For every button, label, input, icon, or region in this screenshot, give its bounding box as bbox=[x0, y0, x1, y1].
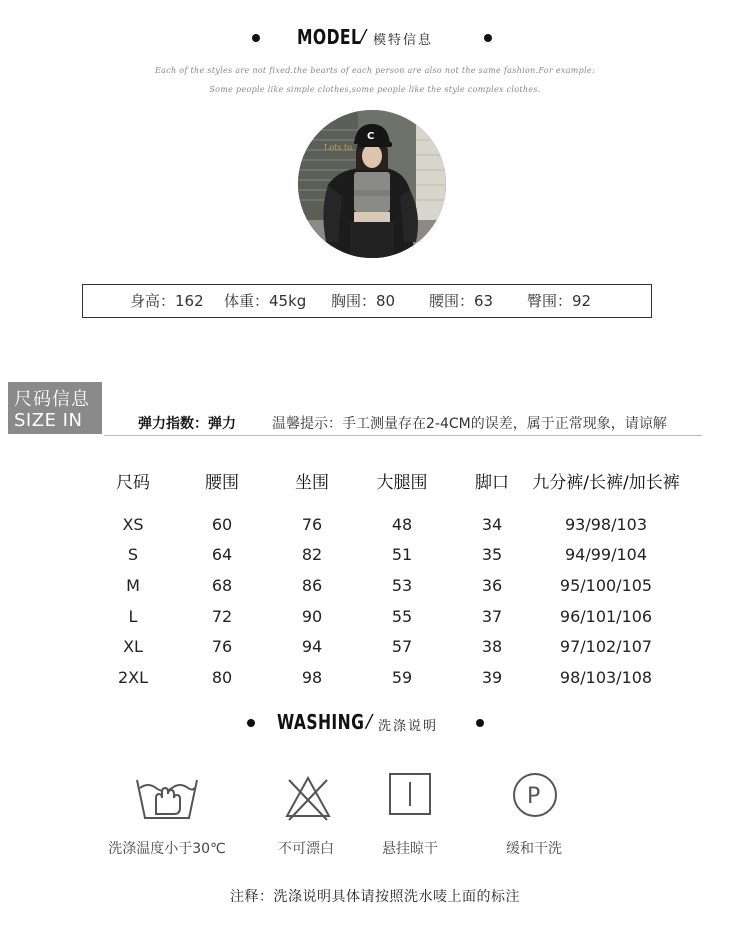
table-cell: 95/100/105 bbox=[559, 576, 653, 595]
model-title-cn: 模特信息 bbox=[373, 33, 434, 48]
care-label-hang-dry: 悬挂晾干 bbox=[382, 841, 438, 857]
model-description-line-2: Some people like simple clothes,some people like the style complex clothes. bbox=[209, 85, 541, 94]
table-header-thigh: 大腿围 bbox=[376, 473, 428, 493]
table-cell: 94 bbox=[301, 637, 323, 656]
table-header-hip: 坐围 bbox=[295, 473, 329, 493]
table-cell: 34 bbox=[481, 515, 503, 534]
table-cell: 36 bbox=[481, 576, 503, 595]
size-tag-en: SIZE IN bbox=[14, 410, 83, 431]
bullet-dot bbox=[476, 719, 484, 727]
table-cell: 48 bbox=[391, 515, 413, 534]
measurement-waist: 腰围：63 bbox=[429, 292, 494, 310]
size-tag-cn: 尺码信息 bbox=[14, 389, 90, 410]
table-cell: 98 bbox=[301, 668, 323, 687]
table-cell: M bbox=[126, 576, 140, 595]
table-cell: 35 bbox=[481, 545, 503, 564]
table-header-size: 尺码 bbox=[116, 473, 150, 493]
table-cell: 76 bbox=[301, 515, 323, 534]
table-cell: 72 bbox=[211, 607, 233, 626]
table-cell: 39 bbox=[481, 668, 503, 687]
table-cell: 60 bbox=[211, 515, 233, 534]
dry-clean-p-icon bbox=[512, 772, 558, 822]
bullet-dot bbox=[252, 34, 260, 42]
table-cell: 38 bbox=[481, 637, 503, 656]
table-cell: 80 bbox=[211, 668, 233, 687]
measurement-tip: 温馨提示：手工测量存在2-4CM的误差，属于正常现象，请谅解 bbox=[272, 416, 667, 432]
table-cell: S bbox=[127, 545, 139, 564]
table-header-length: 九分裤/长裤/加长裤 bbox=[532, 473, 680, 493]
table-cell: L bbox=[128, 607, 138, 626]
table-cell: 93/98/103 bbox=[564, 515, 648, 534]
table-cell: 97/102/107 bbox=[559, 637, 653, 656]
model-description-line-1: Each of the styles are not fixed.the bearts of each person are also not the same fashion.For example: bbox=[155, 66, 595, 75]
model-photo-illustration bbox=[298, 110, 446, 258]
table-cell: 82 bbox=[301, 545, 323, 564]
washing-title-slash: / bbox=[366, 711, 373, 732]
washing-footnote: 注释：洗涤说明具体请按照洗水唛上面的标注 bbox=[230, 889, 520, 905]
table-cell: 98/103/108 bbox=[559, 668, 653, 687]
size-info-tag bbox=[8, 382, 102, 434]
table-cell: 59 bbox=[391, 668, 413, 687]
svg-text:P: P bbox=[527, 784, 541, 809]
measurement-hip: 臀围：92 bbox=[527, 292, 592, 310]
table-cell: 90 bbox=[301, 607, 323, 626]
table-header-leg-opening: 脚口 bbox=[475, 473, 509, 493]
washing-title-cn: 洗涤说明 bbox=[378, 719, 439, 734]
model-title-en: MODEL bbox=[297, 25, 362, 49]
model-measurements-box bbox=[82, 284, 652, 318]
measurement-bust: 胸围：80 bbox=[331, 292, 396, 310]
care-label-no-bleach: 不可漂白 bbox=[278, 841, 334, 857]
no-bleach-icon bbox=[283, 774, 333, 826]
bullet-dot bbox=[247, 719, 255, 727]
care-label-gentle-dry-clean: 缓和干洗 bbox=[506, 841, 562, 857]
table-cell: 96/101/106 bbox=[559, 607, 653, 626]
table-cell: 57 bbox=[391, 637, 413, 656]
table-cell: 53 bbox=[391, 576, 413, 595]
table-cell: 37 bbox=[481, 607, 503, 626]
elasticity-index: 弹力指数：弹力 bbox=[138, 416, 236, 432]
table-cell: 55 bbox=[391, 607, 413, 626]
hang-dry-icon bbox=[388, 772, 432, 820]
table-cell: 51 bbox=[391, 545, 413, 564]
table-cell: 94/99/104 bbox=[564, 545, 648, 564]
table-cell: 86 bbox=[301, 576, 323, 595]
hand-wash-icon bbox=[134, 770, 200, 830]
table-cell: XS bbox=[122, 515, 144, 534]
measurement-height: 身高：162 bbox=[130, 292, 204, 310]
model-photo bbox=[298, 110, 446, 258]
washing-title-en: WASHING bbox=[277, 710, 365, 734]
svg-text:C: C bbox=[367, 131, 375, 142]
table-cell: 2XL bbox=[117, 668, 149, 687]
measurement-weight: 体重：45kg bbox=[224, 292, 307, 310]
bullet-dot bbox=[484, 34, 492, 42]
table-cell: 76 bbox=[211, 637, 233, 656]
table-cell: XL bbox=[123, 637, 143, 656]
table-cell: 68 bbox=[211, 576, 233, 595]
model-title-slash: / bbox=[360, 26, 367, 47]
care-label-wash-temp: 洗涤温度小于30℃ bbox=[108, 841, 226, 857]
divider-line bbox=[104, 435, 702, 436]
svg-text:Lots to: Lots to bbox=[324, 143, 353, 152]
table-cell: 64 bbox=[211, 545, 233, 564]
table-header-waist: 腰围 bbox=[205, 473, 239, 493]
